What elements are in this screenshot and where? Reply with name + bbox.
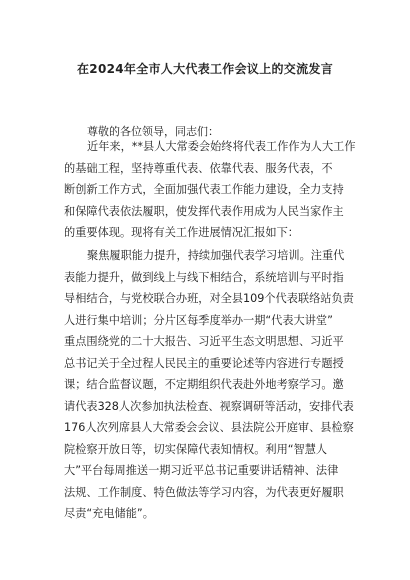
text-line: 重点围绕党的二十大报告、习近平生态文明思想、习近平 bbox=[64, 335, 344, 348]
text-line: 课；结合监督议题，不定期组织代表赴外地考察学习。邀 bbox=[64, 378, 344, 391]
document-title: 在2024年全市人大代表工作会议上的交流发言 bbox=[77, 62, 333, 76]
text-line: 人进行集中培训；分片区每季度举办一期“代表大讲堂” bbox=[64, 313, 333, 327]
text-line: 院检察开放日等，切实保障代表知情权。利用“智慧人 bbox=[64, 442, 328, 456]
greeting: 尊敬的各位领导，同志们： bbox=[87, 125, 219, 138]
text-line: 的基础工程，坚持尊重代表、依靠代表、服务代表，不 bbox=[64, 161, 333, 175]
text-line: 大”平台每周推送一期习近平总书记重要讲话精神、法律 bbox=[64, 464, 339, 477]
text-line: 聚焦履职能力提升，持续加强代表学习培训。注重代 bbox=[87, 249, 345, 262]
text-line: 的重要体现。现将有关工作进展情况汇报如下： bbox=[64, 226, 299, 239]
text-line: 近年来，**县人大常委会始终将代表工作作为人大工作 bbox=[87, 140, 356, 153]
text-line: 总书记关于全过程人民民主的重要论述等内容进行专题授 bbox=[64, 356, 344, 370]
text-line: 表能力提升，做到线上与线下相结合，系统培训与平时指 bbox=[64, 270, 344, 284]
text-line: 断创新工作方式，全面加强代表工作能力建设，全力支持 bbox=[64, 183, 344, 196]
text-line: 法规、工作制度、特色做法等学习内容，为代表更好履职 bbox=[64, 485, 344, 499]
text-line: 尽责“充电储能”。 bbox=[64, 507, 154, 520]
text-line: 请代表328人次参加执法检查、视察调研等活动，安排代表 bbox=[64, 399, 354, 413]
text-line: 和保障代表依法履职，使发挥代表作用成为人民当家作主 bbox=[64, 204, 344, 218]
text-line: 导相结合，与党校联合办班，对全县109个代表联络站负责 bbox=[64, 292, 354, 305]
text-line: 176人次列席县人大常委会会议、县法院公开庭审、县检察 bbox=[64, 421, 354, 434]
